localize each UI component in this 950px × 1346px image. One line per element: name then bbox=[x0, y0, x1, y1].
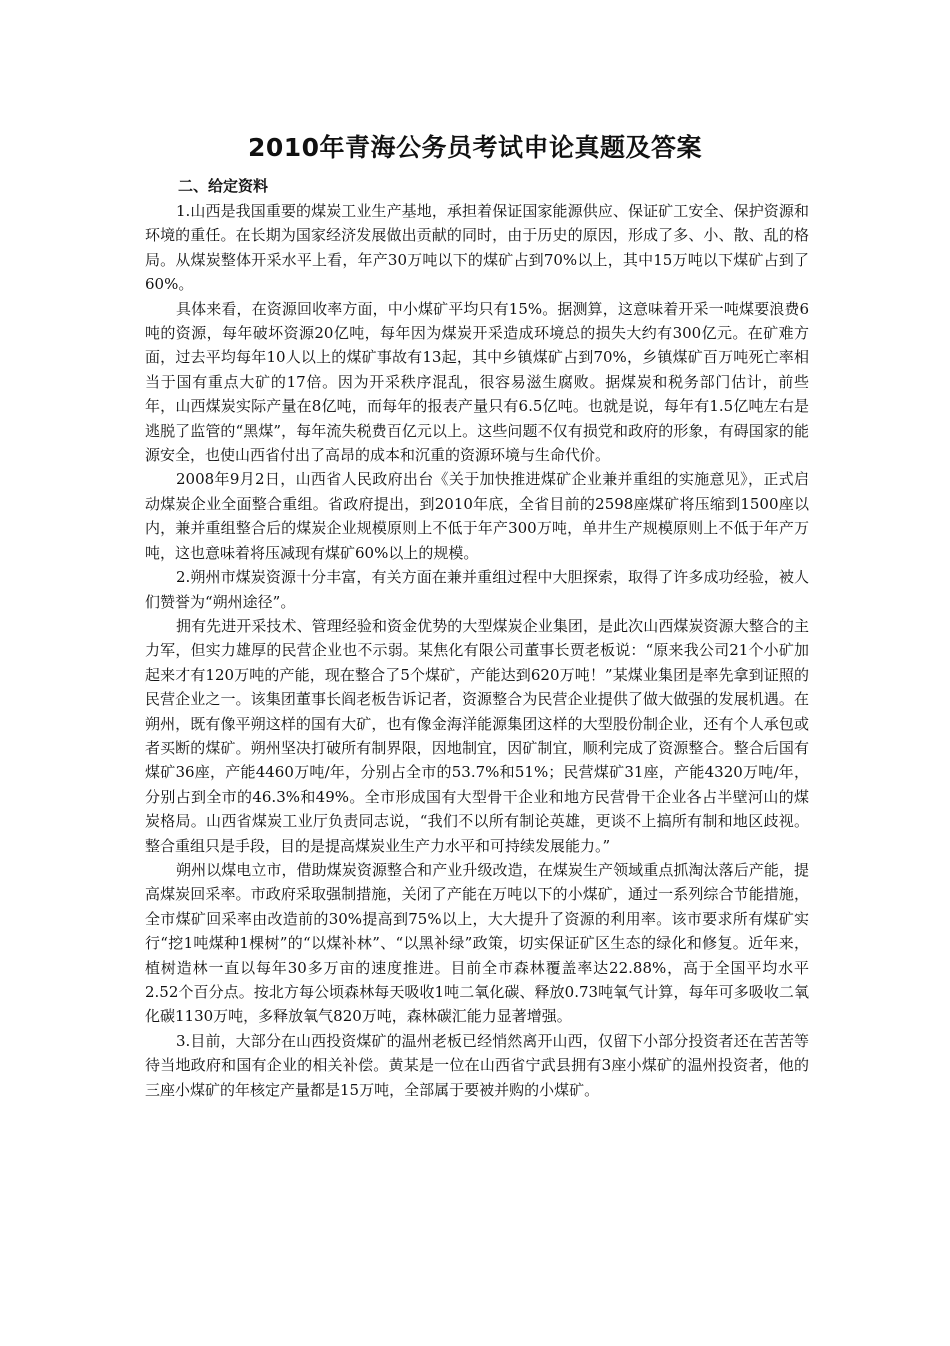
section-heading: 二、给定资料 bbox=[178, 177, 269, 195]
document-body bbox=[145, 199, 809, 1102]
paragraph: 2.朔州市煤炭资源十分丰富，有关方面在兼并重组过程中大胆探索，取得了许多成功经验，被人们赞誉为“朔州途径”。 bbox=[145, 568, 809, 611]
document-title: 2010年青海公务员考试申论真题及答案 bbox=[247, 133, 703, 162]
paragraph: 3.目前，大部分在山西投资煤矿的温州老板已经悄然离开山西，仅留下小部分投资者还在苦苦等待当地政府和国有企业的相关补偿。黄某是一位在山西省宁武县拥有3座小煤矿的温州投资者，他的三座小煤矿的年核定产量都是15万吨，全部属于要被并购的小煤矿。 bbox=[145, 1031, 809, 1099]
paragraph: 1.山西是我国重要的煤炭工业生产基地，承担着保证国家能源供应、保证矿工安全、保护资源和环境的重任。在长期为国家经济发展做出贡献的同时，由于历史的原因，形成了多、小、散、乱的格局。从煤炭整体开采水平上看，年产30万吨以下的煤矿占到70%以上，其中15万吨以下煤矿占到了60%。 bbox=[145, 202, 809, 294]
paragraph: 具体来看，在资源回收率方面，中小煤矿平均只有15%。据测算，这意味着开采一吨煤要浪费6吨的资源，每年破坏资源20亿吨，每年因为煤炭开采造成环境总的损失大约有300亿元。在矿难方面，过去平均每年10人以上的煤矿事故有13起，其中乡镇煤矿占到70%，乡镇煤矿百万吨死亡率相当于国有重点大矿的17倍。因为开采秩序混乱，很容易滋生腐败。据煤炭和税务部门估计，前些年，山西煤炭实际产量在8亿吨，而每年的报表产量只有6.5亿吨。也就是说，每年有1.5亿吨左右是逃脱了监管的“黑煤”，每年流失税费百亿元以上。这些问题不仅有损党和政府的形象，有碍国家的能源安全，也使山西省付出了高昂的成本和沉重的资源环境与生命代价。 bbox=[145, 299, 809, 465]
paragraph: 拥有先进开采技术、管理经验和资金优势的大型煤炭企业集团，是此次山西煤炭资源大整合的主力军，但实力雄厚的民营企业也不示弱。某焦化有限公司董事长贾老板说：“原来我公司21个小矿加起来才有120万吨的产能，现在整合了5个煤矿，产能达到620万吨！”某煤业集团是率先拿到证照的民营企业之一。该集团董事长阎老板告诉记者，资源整合为民营企业提供了做大做强的发展机遇。在朔州，既有像平朔这样的国有大矿，也有像金海洋能源集团这样的大型股份制企业，还有个人承包或者买断的煤矿。朔州坚决打破所有制界限，因地制宜，因矿制宜，顺利完成了资源整合。整合后国有煤矿36座，产能4460万吨/年，分别占全市的53.7%和51%；民营煤矿31座，产能4320万吨/年，分别占到全市的46.3%和49%。全市形成国有大型骨干企业和地方民营骨干企业各占半壁河山的煤炭格局。山西省煤炭工业厅负责同志说，“我们不以所有制论英雄，更谈不上搞所有制和地区歧视。整合重组只是手段，目的是提高煤炭业生产力水平和可持续发展能力。” bbox=[145, 616, 809, 855]
paragraph: 2008年9月2日，山西省人民政府出台《关于加快推进煤矿企业兼并重组的实施意见》，正式启动煤炭企业全面整合重组。省政府提出，到2010年底，全省目前的2598座煤矿将压缩到1500座以内，兼并重组整合后的煤炭企业规模原则上不低于年产300万吨，单井生产规模原则上不低于年产万吨，这也意味着将压减现有煤矿60%以上的规模。 bbox=[145, 470, 809, 562]
paragraph: 朔州以煤电立市，借助煤炭资源整合和产业升级改造，在煤炭生产领域重点抓淘汰落后产能，提高煤炭回采率。市政府采取强制措施，关闭了产能在万吨以下的小煤矿，通过一系列综合节能措施，全市煤矿回采率由改造前的30%提高到75%以上，大大提升了资源的利用率。该市要求所有煤矿实行“挖1吨煤种1棵树”的“以煤补林”、“以黑补绿”政策，切实保证矿区生态的绿化和修复。近年来，植树造林一直以每年30多万亩的速度推进。目前全市森林覆盖率达22.88%，高于全国平均水平2.52个百分点。按北方每公顷森林每天吸收1吨二氧化碳、释放0.73吨氧气计算，每年可多吸收二氧化碳1130万吨，多释放氧气820万吨，森林碳汇能力显著增强。 bbox=[145, 860, 809, 1026]
